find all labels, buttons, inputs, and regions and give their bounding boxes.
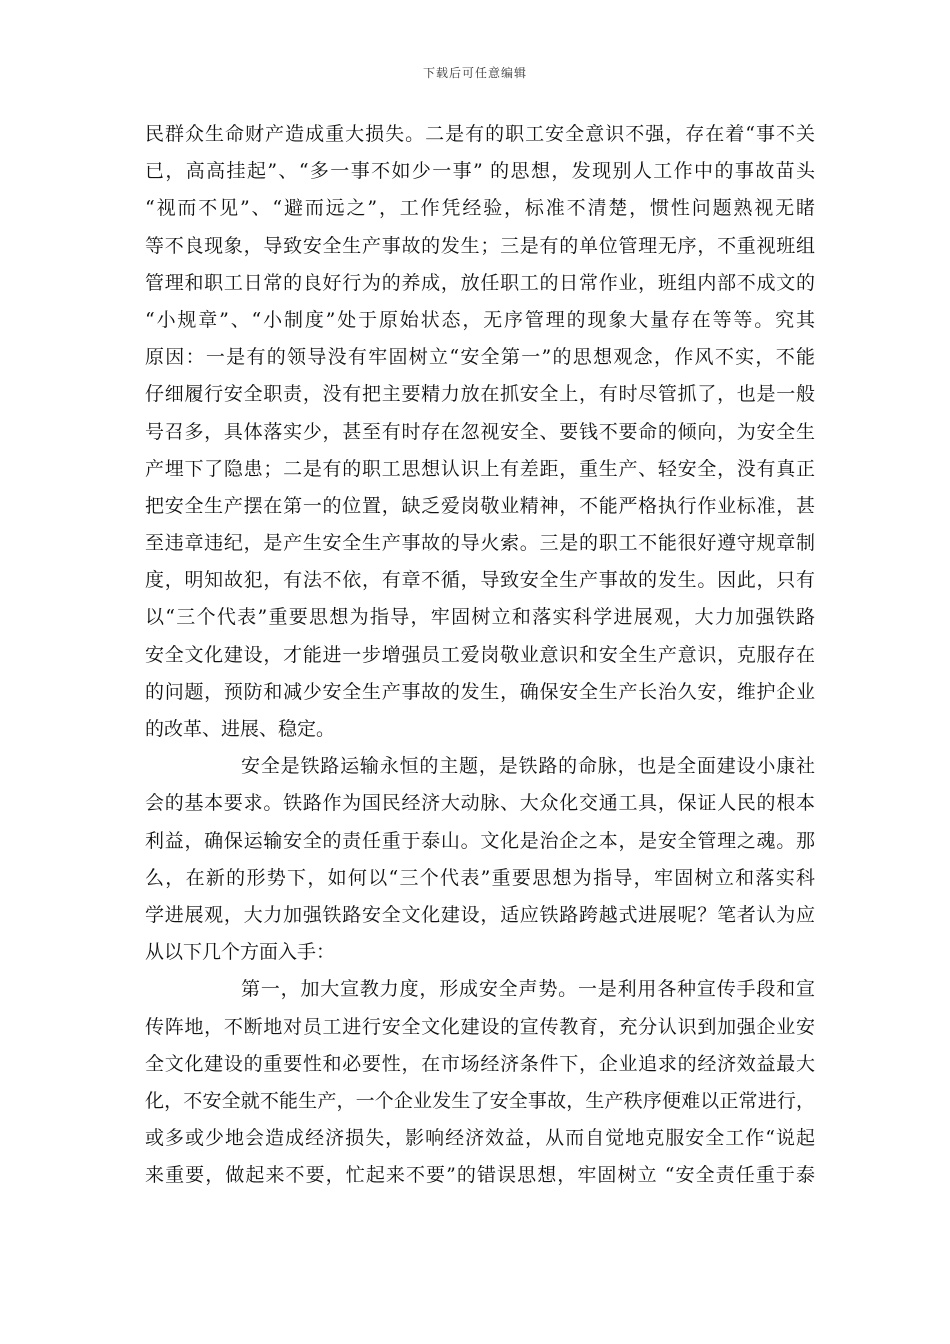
text-line: “视而不见”、“避而远之”，工作凭经验，标准不清楚，惯性问题熟视无睹 [145, 197, 815, 220]
text-line: 已，高高挂起”、“多一事不如少一事” 的思想，发现别人工作中的事故苗头 [145, 160, 815, 183]
page-header-note: 下载后可任意编辑 [422, 66, 527, 80]
text-line: 至违章违纪，是产生安全生产事故的导火索。三是的职工不能很好遵守规章制 [145, 532, 815, 555]
text-line: 原因：一是有的领导没有牢固树立“安全第一”的思想观念，作风不实，不能 [145, 346, 815, 369]
text-line: 学进展观，大力加强铁路安全文化建设，适应铁路跨越式进展呢？笔者认为应 [145, 903, 815, 926]
text-line: 管理和职工日常的良好行为的养成，放任职工的日常作业，班组内部不成文的 [145, 271, 815, 294]
text-line: 把安全生产摆在第一的位置，缺乏爱岗敬业精神，不能严格执行作业标准，甚 [145, 494, 815, 517]
text-line: 第一，加大宣教力度，形成安全声势。一是利用各种宣传手段和宣 [241, 978, 815, 1001]
text-line: 民群众生命财产造成重大损失。二是有的职工安全意识不强，存在着“事不关 [145, 123, 815, 145]
text-line: 利益，确保运输安全的责任重于泰山。文化是治企之本，是安全管理之魂。那 [145, 829, 815, 852]
text-line: 的问题，预防和减少安全生产事故的发生，确保安全生产长治久安，维护企业 [145, 680, 815, 703]
text-line: 等不良现象，导致安全生产事故的发生；三是有的单位管理无序，不重视班组 [145, 234, 815, 257]
text-line: 化，不安全就不能生产，一个企业发生了安全事故，生产秩序便难以正常进行， [145, 1089, 815, 1112]
text-line: “小规章”、“小制度”处于原始状态，无序管理的现象大量存在等等。究其 [145, 308, 815, 331]
text-line: 全文化建设的重要性和必要性，在市场经济条件下，企业追求的经济效益最大 [145, 1052, 815, 1075]
text-line: 安全是铁路运输永恒的主题，是铁路的命脉，也是全面建设小康社 [241, 755, 815, 778]
text-line: 产埋下了隐患；二是有的职工思想认识上有差距，重生产、轻安全，没有真正 [145, 457, 815, 480]
text-line: 的改革、进展、稳定。 [145, 718, 336, 740]
text-line: 来重要，做起来不要，忙起来不要”的错误思想，牢固树立 “安全责任重于泰 [145, 1164, 815, 1187]
text-line: 度，明知故犯，有法不依，有章不循，导致安全生产事故的发生。因此，只有 [145, 569, 815, 592]
text-line: 会的基本要求。铁路作为国民经济大动脉、大众化交通工具，保证人民的根本 [145, 792, 815, 815]
text-line: 以“三个代表”重要思想为指导，牢固树立和落实科学进展观，大力加强铁路 [145, 606, 815, 629]
paragraph-3 [145, 971, 815, 1194]
text-line: 或多或少地会造成经济损失，影响经济效益，从而自觉地克服安全工作“说起 [145, 1127, 815, 1150]
text-line: 从以下几个方面入手： [145, 941, 336, 964]
text-line: 传阵地，不断地对员工进行安全文化建设的宣传教育，充分认识到加强企业安 [145, 1015, 815, 1038]
paragraph-1 [145, 116, 815, 748]
text-line: 么，在新的形势下，如何以“三个代表”重要思想为指导，牢固树立和落实科 [145, 866, 815, 889]
document-body [145, 116, 815, 1194]
text-line: 号召多，具体落实少，甚至有时存在忽视安全、要钱不要命的倾向，为安全生 [145, 420, 815, 443]
text-line: 仔细履行安全职责，没有把主要精力放在抓安全上，有时尽管抓了，也是一般 [145, 383, 815, 406]
text-line: 安全文化建设，才能进一步增强员工爱岗敬业意识和安全生产意识，克服存在 [145, 643, 815, 666]
paragraph-2 [145, 748, 815, 971]
